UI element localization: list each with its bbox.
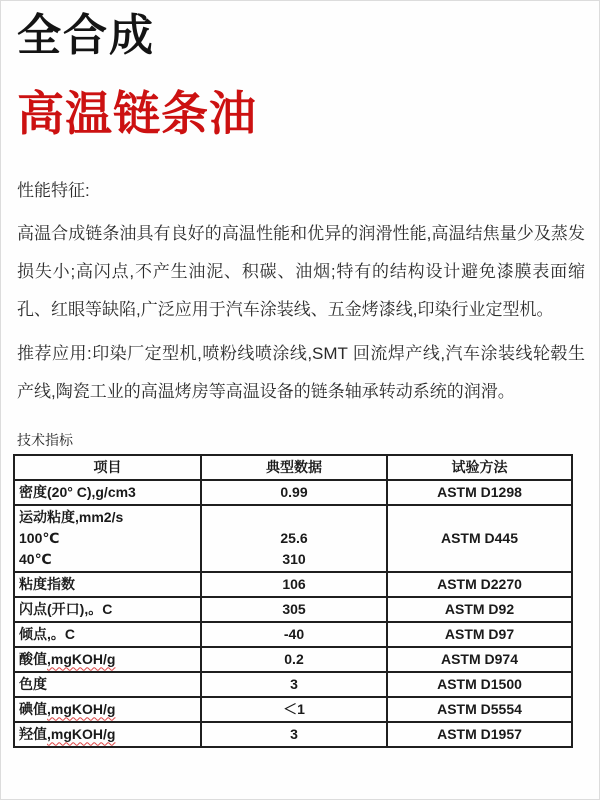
spec-method: ASTM D1500 bbox=[387, 672, 572, 697]
performance-section-label: 性能特征: bbox=[17, 180, 90, 200]
table-row-viscosity bbox=[14, 505, 572, 572]
spec-value: 3 bbox=[201, 722, 387, 747]
spec-method: ASTM D5554 bbox=[387, 697, 572, 722]
spec-method: ASTM D92 bbox=[387, 597, 572, 622]
spec-value: -40 bbox=[201, 622, 387, 647]
spec-value bbox=[201, 505, 387, 572]
table-row-viscosity-index bbox=[14, 572, 572, 597]
spec-item-unit-misspell: ,mgKOH/g bbox=[47, 725, 116, 742]
spec-item-label bbox=[14, 647, 201, 672]
spec-item-unit-misspell: ,mgKOH/g bbox=[47, 700, 116, 717]
spec-item-name: 碘值 bbox=[19, 700, 47, 717]
spec-item-label: 色度 bbox=[14, 672, 201, 697]
viscosity-label-line: 100℃ bbox=[19, 529, 60, 546]
viscosity-value-line bbox=[206, 507, 382, 528]
spec-value: 0.99 bbox=[201, 480, 387, 505]
spec-item-label: 闪点(开口),。C bbox=[14, 597, 201, 622]
spec-method: ASTM D2270 bbox=[387, 572, 572, 597]
table-row-flash-point bbox=[14, 597, 572, 622]
spec-item-label bbox=[14, 505, 201, 572]
spec-table bbox=[13, 454, 573, 748]
performance-paragraph: 高温合成链条油具有良好的高温性能和优异的润滑性能,高温结焦量少及蒸发损失小;高闪点,不产生油泥、积碳、油烟;特有的结构设计避免漆膜表面缩孔、红眼等缺陷,广泛应用于汽车涂装线、五金烤漆线,印染行业定型机。 bbox=[17, 223, 585, 319]
product-name-title: 高温链条油 bbox=[17, 87, 257, 141]
table-row-color bbox=[14, 672, 572, 697]
column-header-typical-data: 典型数据 bbox=[201, 455, 387, 480]
viscosity-value-line: 310 bbox=[282, 550, 306, 567]
viscosity-label-line: 运动粘度,mm2/s bbox=[19, 508, 124, 525]
spec-value: 3 bbox=[201, 672, 387, 697]
spec-value: 305 bbox=[201, 597, 387, 622]
spec-method: ASTM D1957 bbox=[387, 722, 572, 747]
table-row-density bbox=[14, 480, 572, 505]
spec-item-name: 羟值 bbox=[19, 725, 47, 742]
spec-item-label bbox=[14, 697, 201, 722]
column-header-item: 项目 bbox=[14, 455, 201, 480]
spec-table-header-row bbox=[14, 455, 572, 480]
table-row-pour-point bbox=[14, 622, 572, 647]
spec-value: 0.2 bbox=[201, 647, 387, 672]
viscosity-label-line: 40℃ bbox=[19, 550, 52, 567]
spec-item-label: 倾点,。C bbox=[14, 622, 201, 647]
spec-method: ASTM D974 bbox=[387, 647, 572, 672]
spec-item-name: 酸值 bbox=[19, 650, 47, 667]
table-row-hydroxyl-value bbox=[14, 722, 572, 747]
spec-method: ASTM D1298 bbox=[387, 480, 572, 505]
spec-item-label: 密度(20° C),g/cm3 bbox=[14, 480, 201, 505]
tech-specs-label: 技术指标 bbox=[17, 431, 73, 448]
viscosity-value-line: 25.6 bbox=[280, 529, 308, 546]
spec-item-label: 粘度指数 bbox=[14, 572, 201, 597]
product-series-title: 全合成 bbox=[17, 11, 155, 60]
spec-value: ＜1 bbox=[201, 697, 387, 722]
spec-value: 106 bbox=[201, 572, 387, 597]
column-header-test-method: 试验方法 bbox=[387, 455, 572, 480]
spec-item-unit-misspell: ,mgKOH/g bbox=[47, 650, 116, 667]
spec-method: ASTM D445 bbox=[387, 505, 572, 572]
spec-method: ASTM D97 bbox=[387, 622, 572, 647]
table-row-iodine-value bbox=[14, 697, 572, 722]
applications-paragraph: 推荐应用:印染厂定型机,喷粉线喷涂线,SMT 回流焊产线,汽车涂装线轮毂生产线,陶瓷工业的高温烤房等高温设备的链条轴承转动系统的润滑。 bbox=[17, 343, 585, 401]
table-row-acid-value bbox=[14, 647, 572, 672]
spec-item-label bbox=[14, 722, 201, 747]
